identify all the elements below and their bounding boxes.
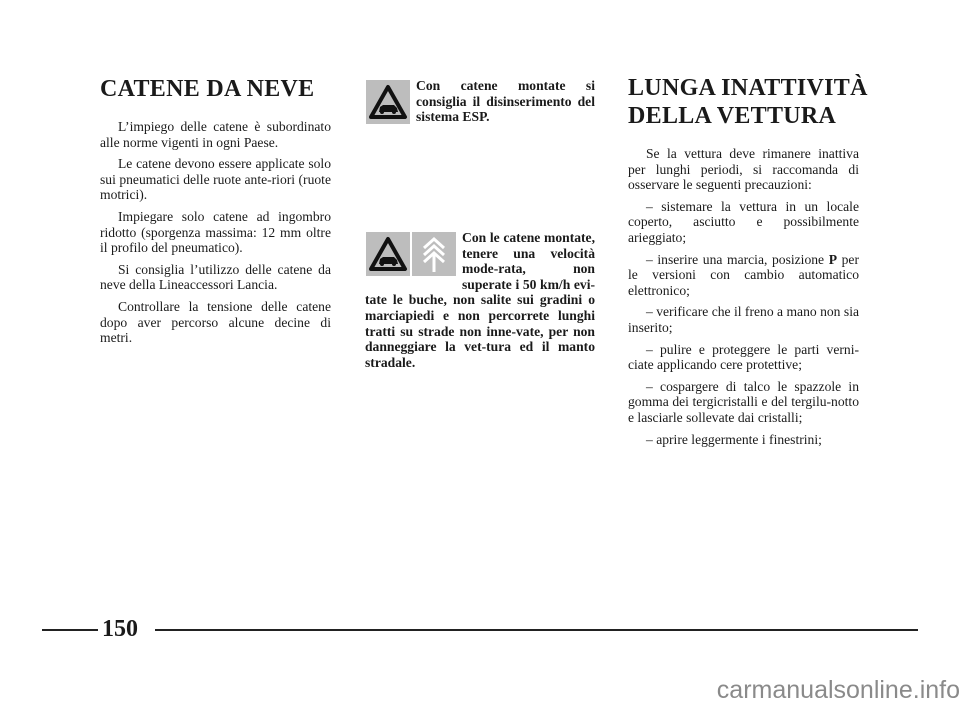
paragraph: – sistemare la vettura in un locale coperto, asciutto e possibilmente arieggiato; bbox=[628, 198, 859, 245]
page-number: 150 bbox=[102, 616, 138, 642]
note-text: Con catene montate si consiglia il disinserimento del sistema ESP. bbox=[416, 78, 595, 125]
footer-rule-right bbox=[155, 629, 918, 631]
paragraph: – inserire una marcia, posizione P per le versioni con cambio automatico elettronico; bbox=[628, 251, 859, 298]
section-title: LUNGA INATTIVITÀ DELLA VETTURA bbox=[628, 75, 868, 129]
watermark: carmanualsonline.info bbox=[716, 676, 960, 704]
paragraph: Se la vettura deve rimanere inattiva per lunghi periodi, si raccomanda di osservare le seguenti precauzioni: bbox=[628, 146, 859, 193]
footer-rule-left bbox=[42, 629, 98, 631]
paragraph: – cospargere di talco le spazzole in gomma dei tergicristalli e del tergilu-notto e lasciarle sollevate dai cristalli; bbox=[628, 378, 859, 425]
paragraph: Si consiglia l’utilizzo delle catene da neve della Lineaccessori Lancia. bbox=[100, 261, 331, 293]
esp-note bbox=[365, 78, 595, 126]
paragraph: Le catene devono essere applicate solo sui pneumatici delle ruote ante-riori (ruote motrici). bbox=[100, 156, 331, 203]
speed-note bbox=[365, 230, 595, 370]
paragraph: Impiegare solo catene ad ingombro ridotto (sporgenza massima: 12 mm oltre il profilo del pneumatico). bbox=[100, 208, 331, 256]
paragraph: L’impiego delle catene è subordinato alle norme vigenti in ogni Paese. bbox=[100, 119, 331, 150]
section-title: CATENE DA NEVE bbox=[100, 76, 315, 102]
paragraph: – verificare che il freno a mano non sia inserito; bbox=[628, 304, 859, 335]
slippery-road-warning-icon bbox=[366, 232, 410, 276]
note-text: Con le catene montate, tenere una velocità mode-rata, non superate i 50 km/h evi-tate le buche, non salite sui gradini o marciapiedi e non percorrete lunghi tratti su strade non inne-vate, per non danneggiare la vet-tura ed il manto stradale. bbox=[365, 230, 595, 370]
paragraph: – aprire leggermente i finestrini; bbox=[646, 431, 822, 447]
paragraph: – pulire e proteggere le parti verni-ciate applicando cere protettive; bbox=[628, 341, 859, 373]
paragraph: Controllare la tensione delle catene dopo aver percorso alcune decine di metri. bbox=[100, 298, 331, 346]
slippery-road-warning-icon bbox=[366, 80, 410, 124]
snow-tree-icon bbox=[412, 232, 456, 276]
